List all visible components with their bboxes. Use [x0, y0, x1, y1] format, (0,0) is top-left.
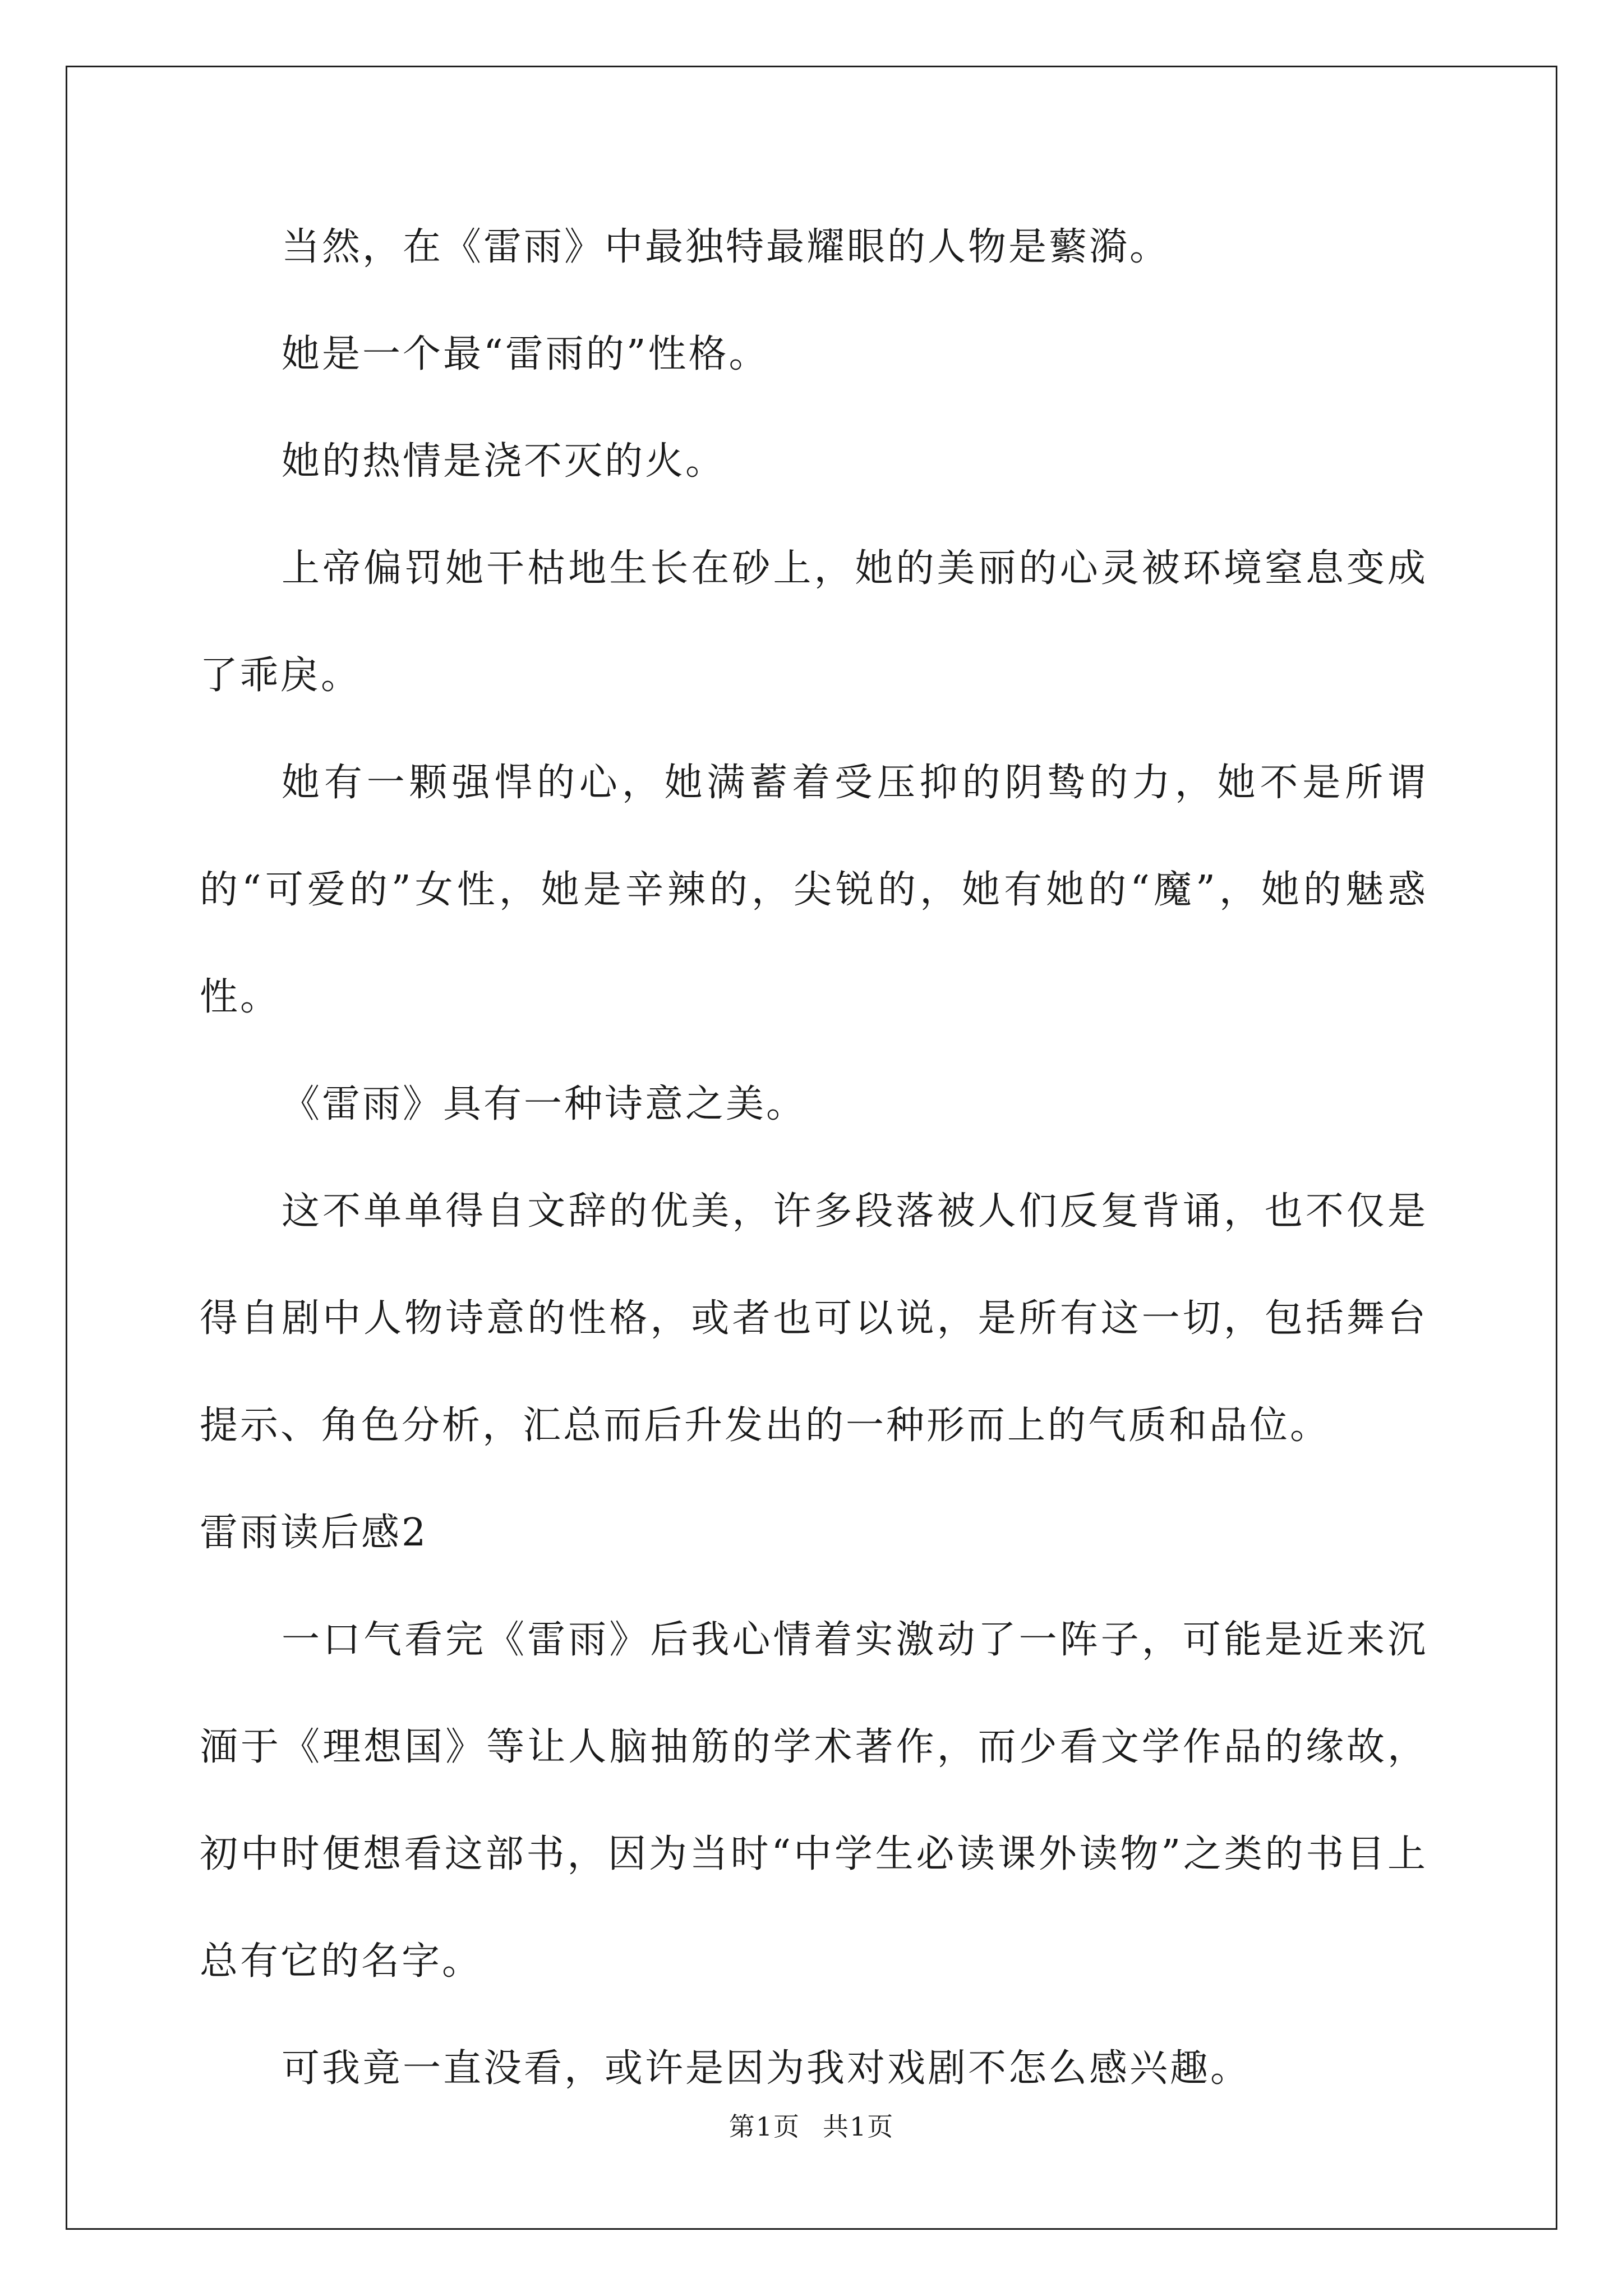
paragraph: 当然，在《雷雨》中最独特最耀眼的人物是蘩漪。 [282, 225, 1170, 269]
page-footer [0, 2106, 1623, 2143]
paragraph: 一口气看完《雷雨》后我心情着实激动了一阵子，可能是近来沉湎于《理想国》等让人脑抽筋的学术著作，而少看文学作品的缘故，初中时便想看这部书，因为当时“中学生必读课外读物”之类的书目上总有它的名字。 [200, 1618, 1428, 1984]
paragraph: 《雷雨》具有一种诗意之美。 [282, 1082, 807, 1126]
section-heading: 雷雨读后感2 [200, 1511, 428, 1555]
paragraph: 她的热情是浇不灭的火。 [282, 439, 726, 484]
paragraph: 可我竟一直没看，或许是因为我对戏剧不怎么感兴趣。 [282, 2046, 1251, 2091]
document-body [200, 194, 1428, 2122]
paragraph: 上帝偏罚她干枯地生长在砂上，她的美丽的心灵被环境窒息变成了乖戾。 [200, 546, 1428, 698]
paragraph: 她是一个最“雷雨的”性格。 [282, 332, 769, 376]
paragraph: 这不单单得自文辞的优美，许多段落被人们反复背诵，也不仅是得自剧中人物诗意的性格，或者也可以说，是所有这一切，包括舞台提示、角色分析，汇总而后升发出的一种形而上的气质和品位。 [200, 1189, 1428, 1448]
page-number: 第1页 [728, 2111, 800, 2142]
page-total: 共1页 [823, 2111, 895, 2142]
paragraph: 她有一颗强悍的心，她满蓄着受压抑的阴鸷的力，她不是所谓的“可爱的”女性，她是辛辣的，尖锐的，她有她的“魔”，她的魅惑性。 [200, 761, 1428, 1019]
